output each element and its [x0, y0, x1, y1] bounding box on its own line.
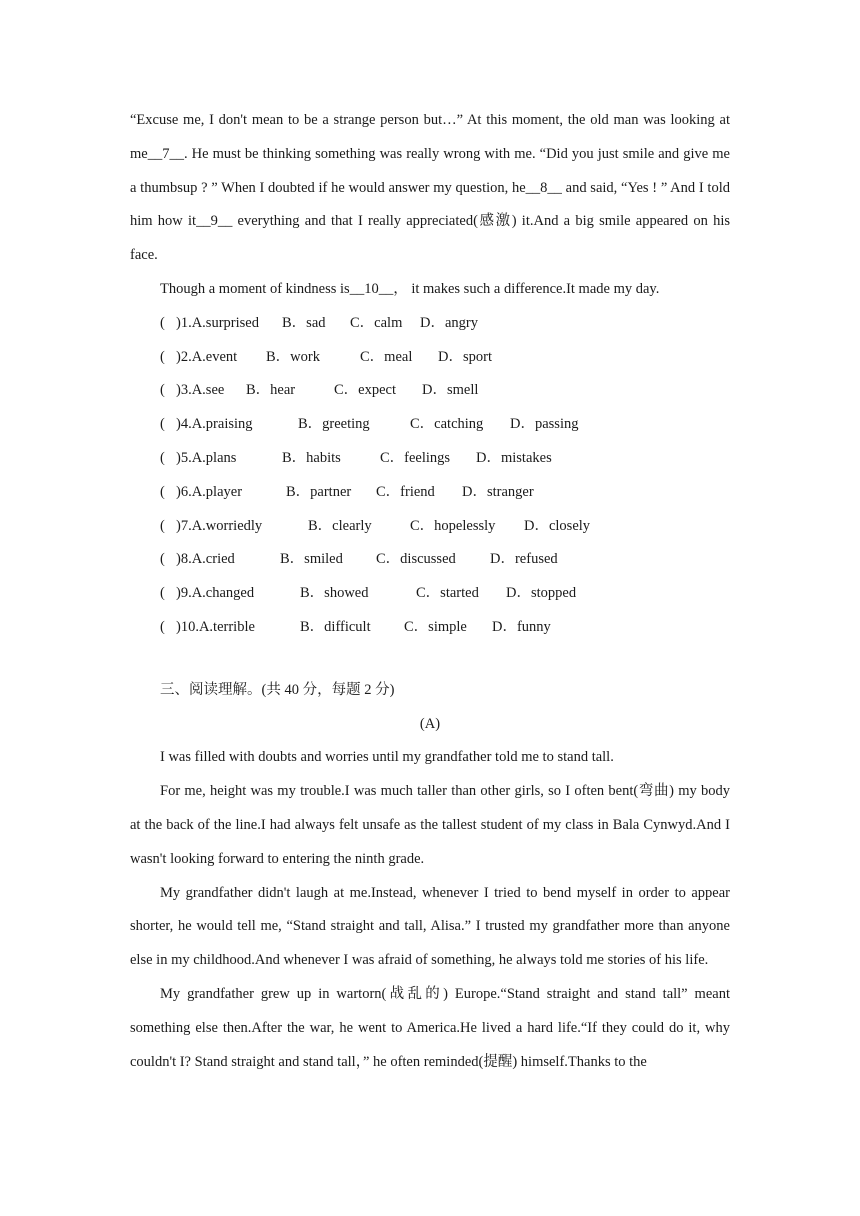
- answer-paren[interactable]: (: [160, 585, 165, 602]
- blank-8: __8__: [525, 179, 562, 196]
- option-d: D．angry: [420, 314, 478, 331]
- option-c: C．expect: [334, 382, 397, 399]
- passage-text: everything and that I really appreciated(感激) it.And a big smile appeared on his face.: [130, 213, 730, 264]
- passage-text: and said, “Yes ! ” And I told him how it: [130, 179, 730, 230]
- option-b: B．smiled: [280, 551, 343, 568]
- option-row-4: [130, 408, 730, 442]
- option-b: B．showed: [300, 585, 369, 602]
- part-label: (A): [419, 715, 441, 732]
- option-d: D．passing: [510, 416, 579, 433]
- option-c: C．discussed: [376, 551, 456, 568]
- blank-7: __7__: [147, 145, 184, 162]
- option-d: D．refused: [490, 551, 558, 568]
- option-a: )8.A.cried: [176, 551, 235, 568]
- answer-paren[interactable]: (: [160, 314, 165, 331]
- option-d: D．funny: [492, 618, 551, 635]
- option-row-1: [130, 307, 730, 341]
- passage-text: ， it makes such a difference.It made my day.: [393, 280, 660, 297]
- blank-10: __10__: [349, 280, 394, 297]
- answer-paren[interactable]: (: [160, 449, 165, 466]
- option-c: C．simple: [404, 618, 467, 635]
- options-list: [130, 307, 730, 645]
- reading-paragraph-3: My grandfather didn't laugh at me.Instead, whenever I tried to bend myself in order to appear shorter, he would tell me, “Stand straight and tall, Alisa.” I trusted my grandfather more than anyone else in my childhood.And whenever I was afraid of something, he always told me stories of his life.: [130, 884, 730, 969]
- option-b: B．difficult: [300, 618, 371, 635]
- passage-text: Though a moment of kindness is: [160, 280, 350, 297]
- option-b: B．clearly: [308, 517, 372, 534]
- option-b: B．sad: [282, 314, 326, 331]
- option-a: )1.A.surprised: [176, 314, 259, 331]
- option-b: B．partner: [286, 483, 352, 500]
- option-c: C．catching: [410, 416, 484, 433]
- option-c: C．meal: [360, 348, 413, 365]
- answer-paren[interactable]: (: [160, 618, 165, 635]
- option-b: B．work: [266, 348, 320, 365]
- option-d: D．closely: [524, 517, 591, 534]
- option-d: D．stopped: [506, 585, 577, 602]
- answer-paren[interactable]: (: [160, 517, 165, 534]
- answer-paren[interactable]: (: [160, 382, 165, 399]
- blank-9: __9__: [196, 213, 233, 230]
- passage-paragraph-1: [130, 104, 730, 273]
- option-a: )6.A.player: [176, 483, 243, 500]
- option-a: )4.A.praising: [176, 416, 253, 433]
- option-d: D．smell: [422, 382, 479, 399]
- section-heading: 三、阅读理解。(共 40 分，每题 2 分): [160, 681, 395, 698]
- option-row-6: [130, 476, 730, 510]
- option-row-5: [130, 442, 730, 476]
- option-row-2: [130, 341, 730, 375]
- option-d: D．sport: [438, 348, 492, 365]
- reading-paragraph-1: I was filled with doubts and worries until my grandfather told me to stand tall.: [160, 749, 614, 766]
- option-row-10: [130, 611, 730, 645]
- option-a: )7.A.worriedly: [176, 517, 263, 534]
- reading-paragraph-2: For me, height was my trouble.I was much taller than other girls, so I often bent(弯曲) my body at the back of the line.I had always felt unsafe as the tallest student of my class in Bala Cynwyd.And I wasn't looking forward to entering the ninth grade.: [130, 783, 730, 867]
- option-b: B．greeting: [298, 416, 370, 433]
- option-c: C．calm: [350, 314, 403, 331]
- passage-text: . He must be thinking something was really wrong with me. “Did you just smile and give me a thumbsup ? ” When I doubted if he would answer my question, he: [130, 145, 730, 196]
- answer-paren[interactable]: (: [160, 483, 165, 500]
- option-row-8: [130, 543, 730, 577]
- option-c: C．hopelessly: [410, 517, 496, 534]
- option-row-7: [130, 510, 730, 544]
- answer-paren[interactable]: (: [160, 416, 165, 433]
- option-a: )10.A.terrible: [176, 618, 255, 635]
- option-a: )3.A.see: [176, 382, 225, 399]
- option-d: D．stranger: [462, 483, 534, 500]
- option-row-9: [130, 577, 730, 611]
- option-a: )5.A.plans: [176, 449, 237, 466]
- option-row-3: [130, 374, 730, 408]
- option-c: C．started: [416, 585, 479, 602]
- option-a: )9.A.changed: [176, 585, 255, 602]
- option-b: B．habits: [282, 449, 341, 466]
- option-d: D．mistakes: [476, 449, 552, 466]
- document-page: [130, 104, 730, 1079]
- passage-text: “Excuse me, I don't mean to be a strange person but…” At this moment, the old man was looking at me: [130, 112, 730, 162]
- passage-paragraph-2: [130, 273, 730, 307]
- reading-paragraph-4: My grandfather grew up in wartorn(战乱的) Europe.“Stand straight and stand tall” meant something else then.After the war, he went to America.He lived a hard life.“If they could do it, why couldn't I? Stand straight and stand tall，” he often reminded(提醒) himself.Thanks to the: [130, 985, 730, 1070]
- option-c: C．feelings: [380, 449, 451, 466]
- option-a: )2.A.event: [176, 348, 238, 365]
- answer-paren[interactable]: (: [160, 551, 165, 568]
- answer-paren[interactable]: (: [160, 348, 165, 365]
- option-b: B．hear: [246, 382, 296, 399]
- option-c: C．friend: [376, 483, 435, 500]
